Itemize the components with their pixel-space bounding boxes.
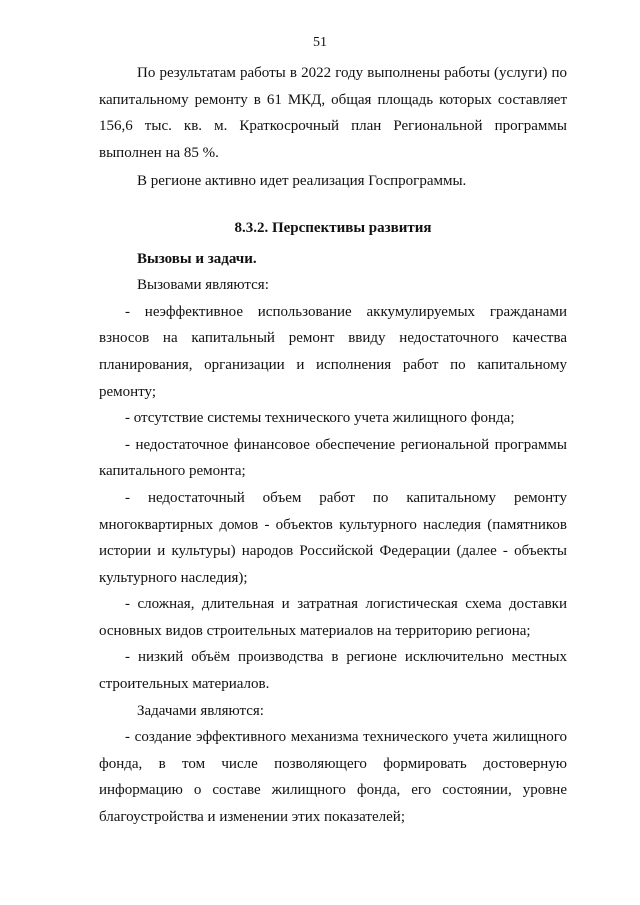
results-paragraph: По результатам работы в 2022 году выполнены работы (услуги) по капитальному ремонту в 61 МКД, общая площадь которых составляет 156,6 тыс. кв. м. Краткосрочный план Региональной программы выполнен на 85 %.: [99, 65, 567, 161]
challenge-item: - сложная, длительная и затратная логистическая схема доставки основных видов строительных материалов на территорию региона;: [99, 596, 567, 639]
task-item: - создание эффективного механизма технического учета жилищного фонда, в том числе позволяющего формировать достоверную информацию о составе жилищного фонда, его состоянии, уровне благоустройства и изменении этих показателей;: [99, 729, 567, 826]
challenge-item: - недостаточный объем работ по капитальному ремонту многоквартирных домов - объектов культурного наследия (памятников истории и культуры) народов Российской Федерации (далее - объекты культурного наследия);: [99, 489, 567, 586]
page-content: [99, 60, 567, 831]
challenge-item: - отсутствие системы технического учета жилищного фонда;: [125, 410, 515, 427]
challenge-item: - низкий объём производства в регионе исключительно местных строительных материалов.: [99, 649, 567, 693]
challenge-item: - неэффективное использование аккумулируемых гражданами взносов на капитальный ремонт ввиду недостаточного качества планирования, организации и исполнения работ по капитальному ремонту;: [99, 303, 567, 400]
tasks-intro: Задачами являются:: [137, 702, 264, 719]
page-number: 51: [313, 35, 327, 50]
implementation-paragraph: В регионе активно идет реализация Госпрограммы.: [137, 173, 467, 190]
section-title: 8.3.2. Перспективы развития: [234, 219, 432, 236]
challenge-item: - недостаточное финансовое обеспечение региональной программы капитального ремонта;: [99, 436, 567, 480]
section-subheading: Вызовы и задачи.: [137, 250, 257, 267]
challenges-intro: Вызовами являются:: [137, 277, 269, 294]
